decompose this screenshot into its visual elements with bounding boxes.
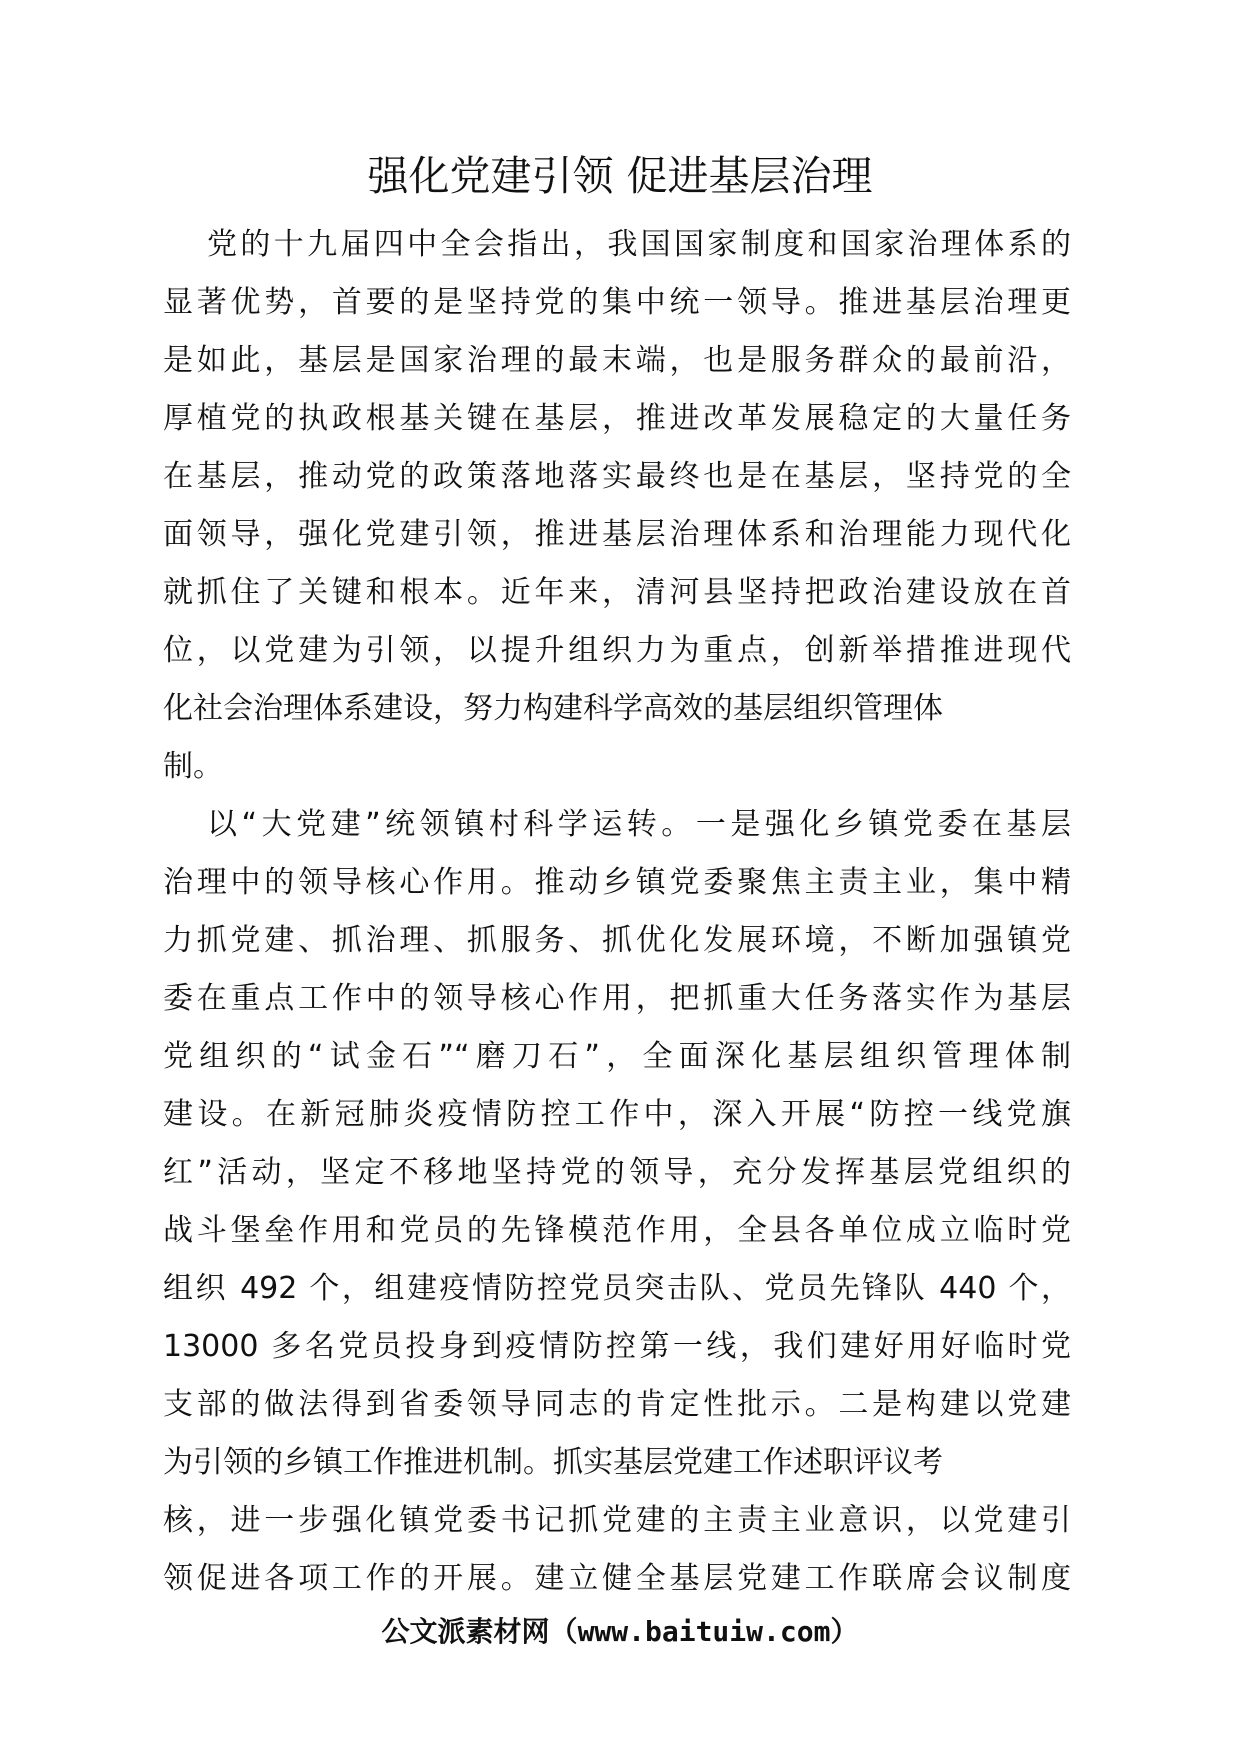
paragraph-2 (163, 796, 1071, 1608)
footer-paren-open: （ (549, 1615, 578, 1648)
text-line: 委在重点工作中的领导核心作用，把抓重大任务落实作为基层 (163, 981, 1071, 1016)
footer-site-name: 公文派素材网 (381, 1615, 550, 1648)
text-line: 核，进一步强化镇党委书记抓党建的主责主业意识，以党建引 (163, 1503, 1071, 1538)
text-line: 13000 多名党员投身到疫情防控第一线，我们建好用好临时党 (163, 1329, 1071, 1364)
text-line: 战斗堡垒作用和党员的先锋模范作用，全县各单位成立临时党 (163, 1213, 1071, 1248)
text-line: 领促进各项工作的开展。建立健全基层党建工作联席会议制度 (163, 1561, 1071, 1596)
text-line: 以“大党建”统领镇村科学运转。一是强化乡镇党委在基层 (207, 807, 1071, 842)
text-line: 治理中的领导核心作用。推动乡镇党委聚焦主责主业，集中精 (163, 865, 1071, 900)
text-line: 红”活动，坚定不移地坚持党的领导，充分发挥基层党组织的 (163, 1155, 1071, 1190)
text-line: 在基层，推动党的政策落地落实最终也是在基层，坚持党的全 (163, 459, 1071, 494)
text-line: 支部的做法得到省委领导同志的肯定性批示。二是构建以党建 (163, 1387, 1071, 1422)
footer-url: www.baituiw.com (577, 1615, 831, 1648)
text-line: 化社会治理体系建设，努力构建科学高效的基层组织管理体 (163, 691, 943, 726)
text-line: 制。 (163, 749, 223, 784)
text-line: 是如此，基层是国家治理的最末端，也是服务群众的最前沿， (163, 343, 1071, 378)
text-line: 党组织的“试金石”“磨刀石”，全面深化基层组织管理体制 (163, 1039, 1071, 1074)
text-line: 厚植党的执政根基关键在基层，推进改革发展稳定的大量任务 (163, 401, 1071, 436)
document-title: 强化党建引领 促进基层治理 (367, 152, 873, 200)
text-line: 显著优势，首要的是坚持党的集中统一领导。推进基层治理更 (163, 285, 1071, 320)
text-line: 位，以党建为引领，以提升组织力为重点，创新举措推进现代 (163, 633, 1071, 668)
text-line: 面领导，强化党建引领，推进基层治理体系和治理能力现代化 (163, 517, 1071, 552)
footer-watermark (0, 1612, 1240, 1652)
footer-paren-close: ） (830, 1615, 859, 1648)
text-line: 为引领的乡镇工作推进机制。抓实基层党建工作述职评议考 (163, 1445, 943, 1480)
text-line: 就抓住了关键和根本。近年来，清河县坚持把政治建设放在首 (163, 575, 1071, 610)
document-body (163, 216, 1071, 1608)
paragraph-1 (163, 216, 1071, 796)
text-line: 建设。在新冠肺炎疫情防控工作中，深入开展“防控一线党旗 (163, 1097, 1071, 1132)
text-line: 党的十九届四中全会指出，我国国家制度和国家治理体系的 (207, 227, 1071, 262)
text-line: 组织 492 个，组建疫情防控党员突击队、党员先锋队 440 个， (163, 1271, 1071, 1306)
text-line: 力抓党建、抓治理、抓服务、抓优化发展环境，不断加强镇党 (163, 923, 1071, 958)
